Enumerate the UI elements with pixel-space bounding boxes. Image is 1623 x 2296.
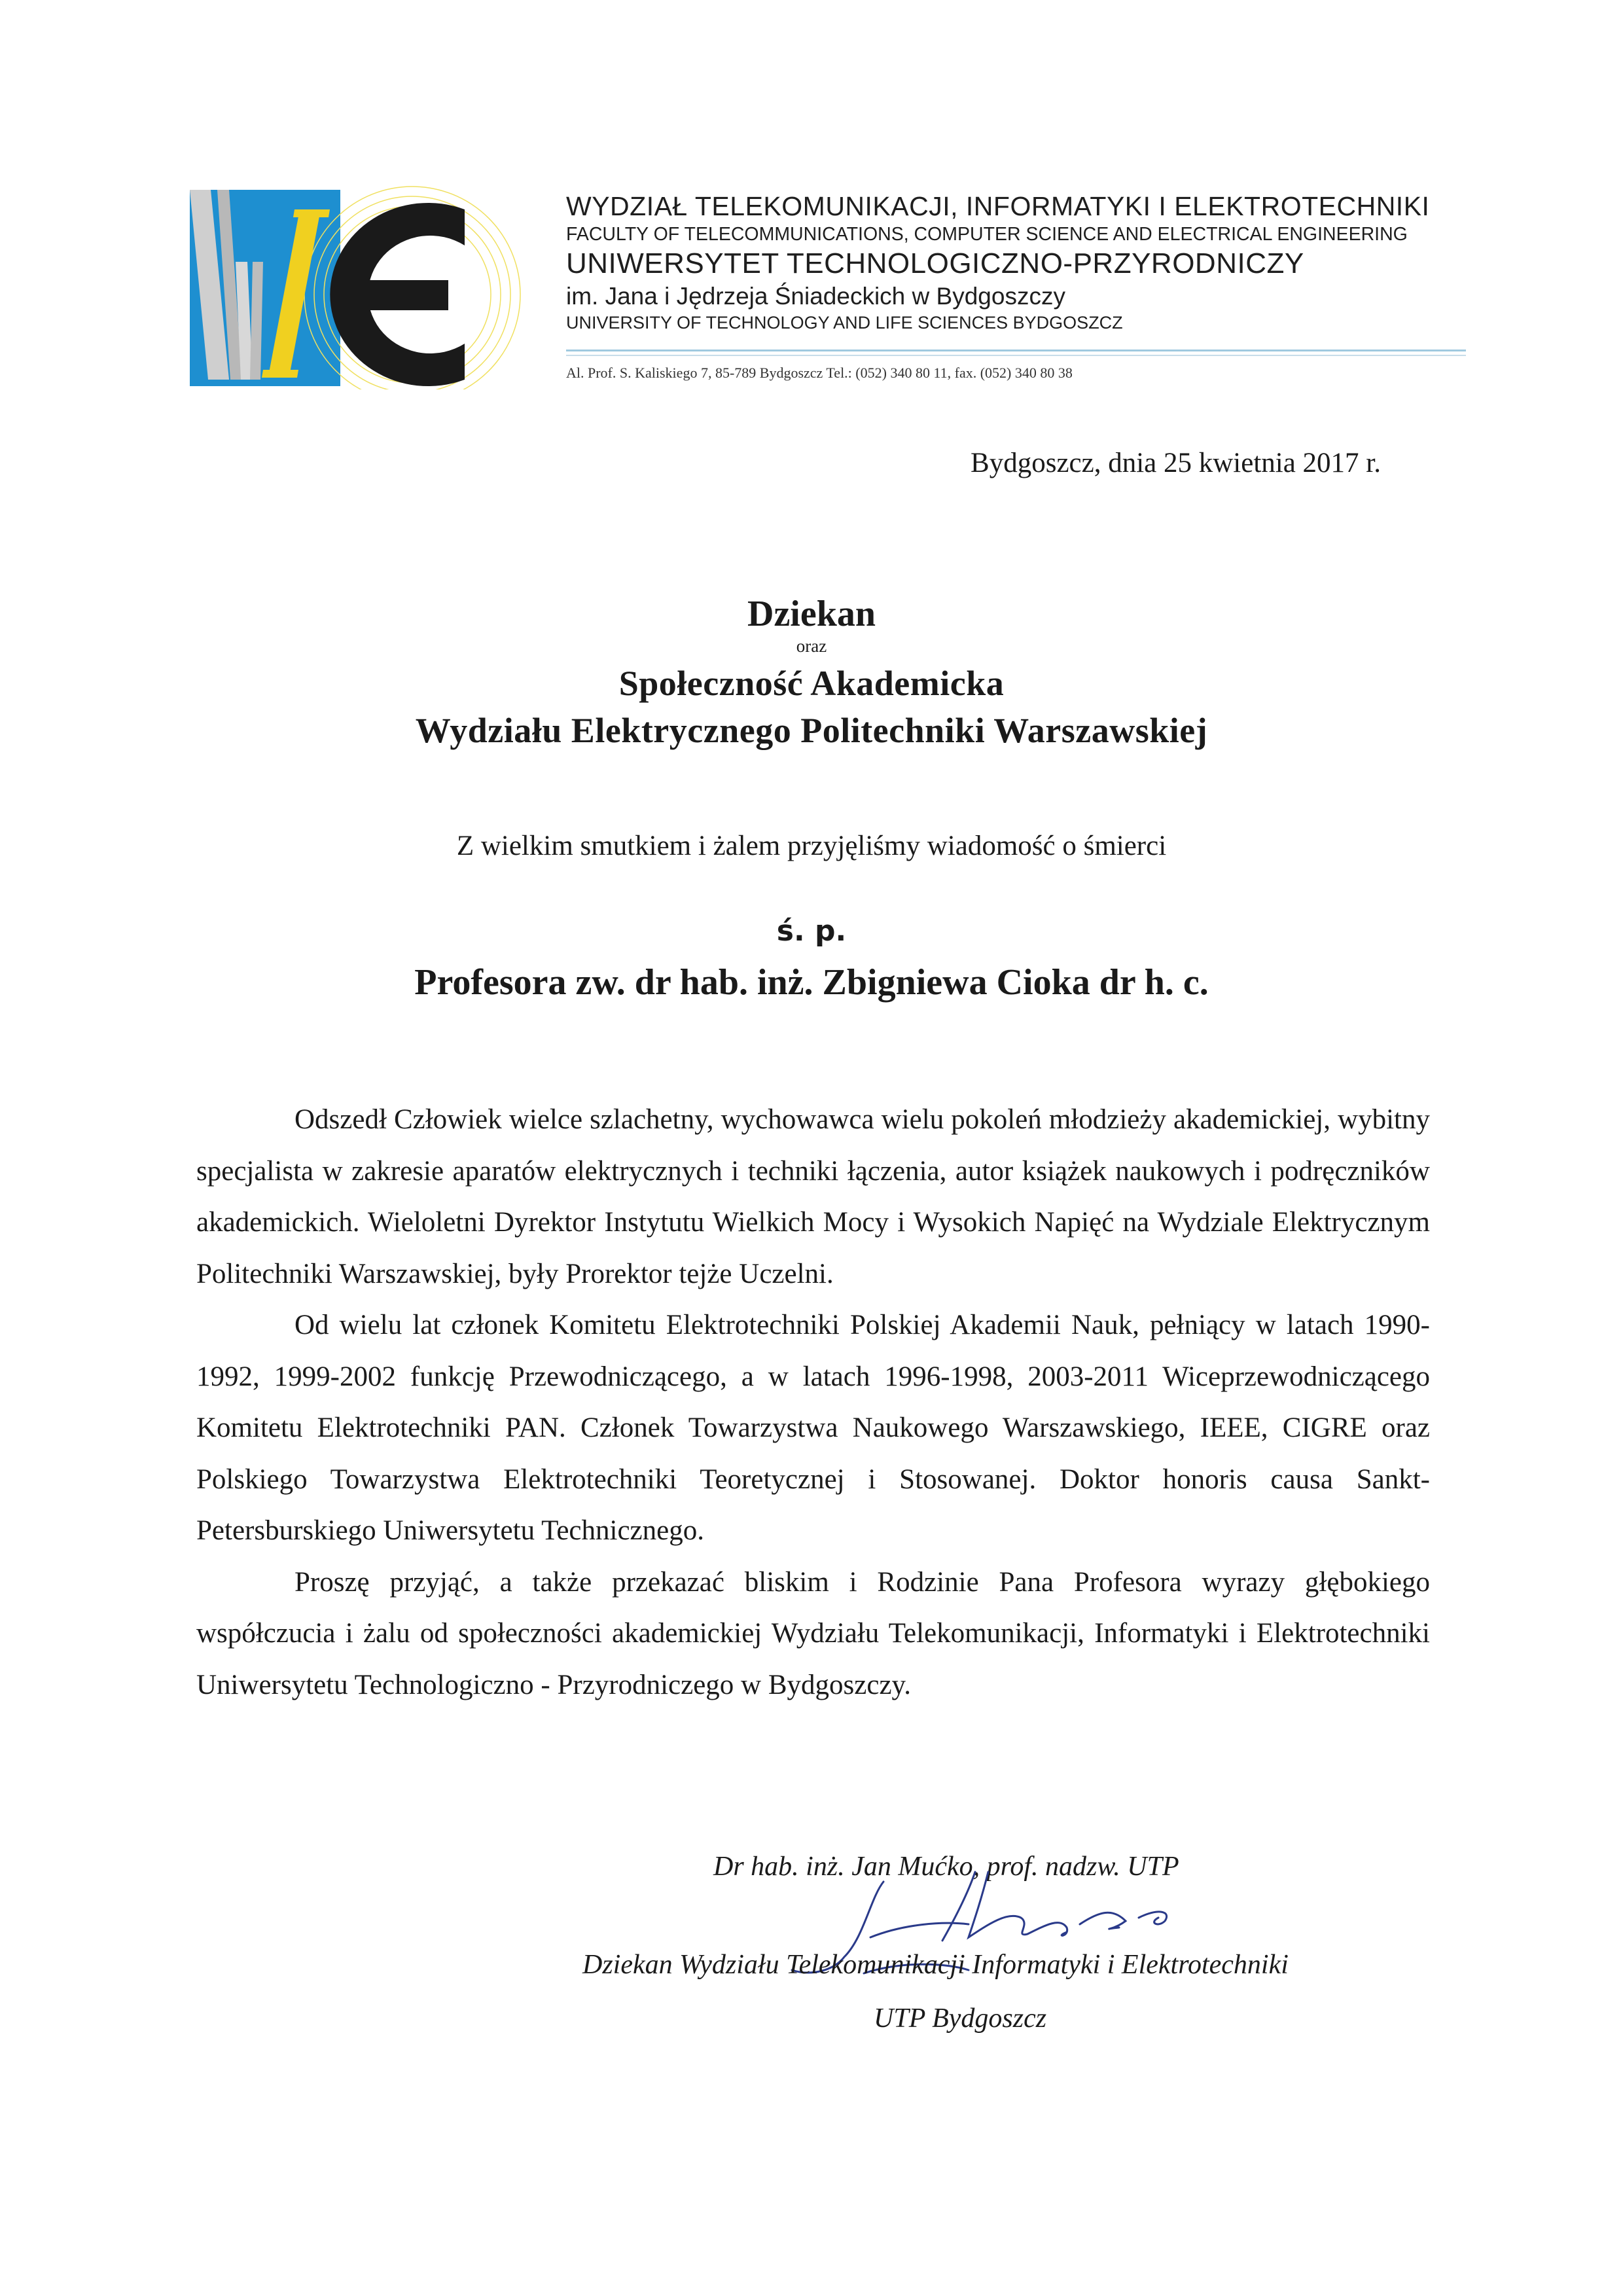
signatory-place: UTP Bydgoszcz (874, 2003, 1047, 2034)
signatory-position: Dziekan Wydziału Telekomunikacji Informatyki i Elektrotechniki (582, 1950, 1289, 1980)
signatory-name: Dr hab. inż. Jan Mućko, prof. nadzw. UTP (713, 1852, 1179, 1882)
faculty-name-en: FACULTY OF TELECOMMUNICATIONS, COMPUTER SCIENCE AND ELECTRICAL ENGINEERING (566, 224, 1408, 245)
letterhead-divider (566, 350, 1466, 351)
condolence-intro: Z wielkim smutkiem i żalem przyjęliśmy wiadomość o śmierci (456, 831, 1167, 861)
body-paragraph: Od wielu lat członek Komitetu Elektrotechniki Polskiej Akademii Nauk, pełniący w latach 1990-1992, 1999-2002 funkcję Przewodniczącego, a w latach 1996-1998, 2003-2011 Wiceprzewodniczącego Komitetu Elektrotechniki PAN. Członek Towarzystwa Naukowego Warszawskiego, IEEE, CIGRE oraz Polskiego Towarzystwa Elektrotechniki Teoretycznej i Stosowanej. Doktor honoris causa Sankt- Petersburskiego Uniwersytetu Technicznego. (196, 1310, 1430, 1546)
recipient-community: Społeczność Akademicka (618, 664, 1005, 703)
deceased-name: Profesora zw. dr hab. inż. Zbigniewa Cioka dr h. c. (414, 962, 1209, 1003)
body-paragraph: Odszedł Człowiek wielce szlachetny, wychowawca wielu pokoleń młodzieży akademickiej, wybitny specjalista w zakresie aparatów elektrycznych i techniki łączenia, autor książek naukowych i podręczników akademickich. Wieloletni Dyrektor Instytutu Wielkich Mocy i Wysokich Napięć na Wydziale Elektrycznym Politechniki Warszawskiej, były Prorektor tejże Uczelni. (196, 1104, 1430, 1289)
university-name-en: UNIVERSITY OF TECHNOLOGY AND LIFE SCIENCES BYDGOSZCZ (566, 313, 1123, 332)
memoriam-mark: ś. p. (776, 914, 847, 948)
body-paragraph: Proszę przyjąć, a także przekazać bliskim i Rodzinie Pana Profesora wyrazy głębokiego współczucia i żalu od społeczności akademickiej Wydziału Telekomunikacji, Informatyki i Elektrotechniki Uniwersytetu Technologiczno - Przyrodniczego w Bydgoszczy. (196, 1566, 1430, 1700)
university-name-pl: UNIWERSYTET TECHNOLOGICZNO-PRZYRODNICZY (566, 247, 1304, 279)
letter-date: Bydgoszcz, dnia 25 kwietnia 2017 r. (971, 448, 1381, 478)
letterhead-divider-secondary (566, 355, 1466, 356)
faculty-name-pl: WYDZIAŁ TELEKOMUNIKACJI, INFORMATYKI I ELEKTROTECHNIKI (566, 191, 1430, 221)
university-patron: im. Jana i Jędrzeja Śniadeckich w Bydgoszczy (566, 283, 1065, 310)
recipient-title: Dziekan (747, 594, 876, 634)
recipient-conjunction: oraz (796, 636, 827, 656)
recipient-faculty: Wydziału Elektrycznego Politechniki Warszawskiej (415, 711, 1208, 750)
wtie-logo (190, 183, 524, 389)
letterhead-address: Al. Prof. S. Kaliskiego 7, 85-789 Bydgoszcz Tel.: (052) 340 80 11, fax. (052) 340 80 38 (566, 365, 1073, 381)
letterhead (566, 190, 1482, 334)
letter-body (196, 1094, 1430, 1711)
